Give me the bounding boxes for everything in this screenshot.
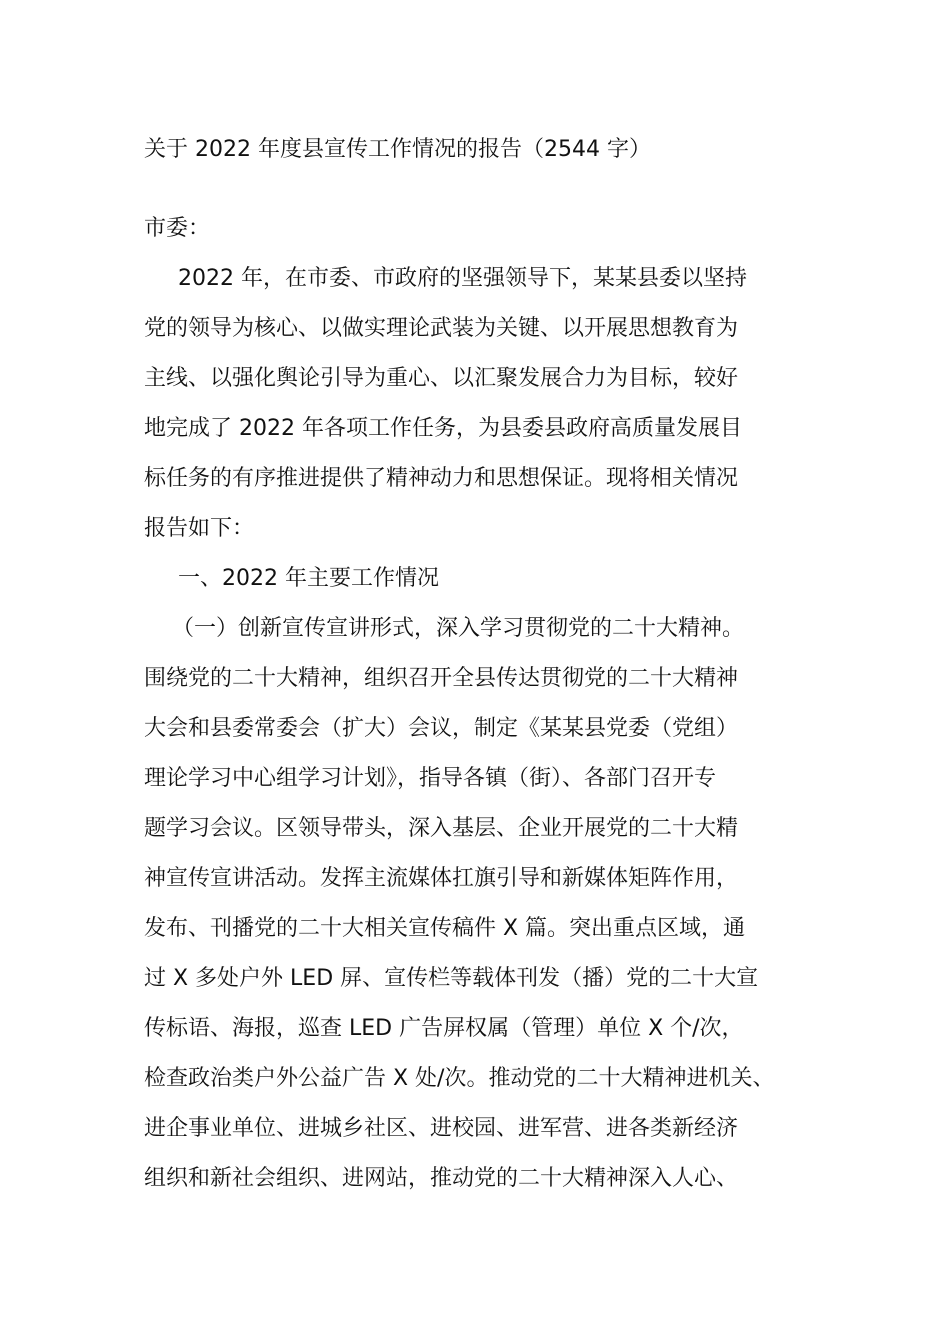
body-line: 题学习会议。区领导带头，深入基层、企业开展党的二十大精: [144, 816, 739, 841]
body-line: 组织和新社会组织、进网站，推动党的二十大精神深入人心、: [144, 1166, 739, 1191]
body-line: 大会和县委常委会（扩大）会议，制定《某某县党委（党组）: [144, 716, 739, 741]
document-title: 关于 2022 年度县宣传工作情况的报告（2544 字）: [144, 137, 651, 162]
body-line: 传标语、海报，巡查 LED 广告屏权属（管理）单位 X 个/次，: [144, 1016, 744, 1041]
body-line: 2022 年，在市委、市政府的坚强领导下，某某县委以坚持: [178, 266, 747, 291]
body-line: 进企事业单位、进城乡社区、进校园、进军营、进各类新经济: [144, 1116, 739, 1141]
body-line: 理论学习中心组学习计划》，指导各镇（街）、各部门召开专: [144, 766, 717, 791]
body-line: 党的领导为核心、以做实理论武装为关键、以开展思想教育为: [144, 316, 739, 341]
section-heading: 一、2022 年主要工作情况: [178, 566, 439, 591]
body-line: 主线、以强化舆论引导为重心、以汇聚发展合力为目标，较好: [144, 366, 739, 391]
body-line: 标任务的有序推进提供了精神动力和思想保证。现将相关情况: [144, 466, 739, 491]
body-line: 围绕党的二十大精神，组织召开全县传达贯彻党的二十大精神: [144, 666, 739, 691]
salutation: 市委：: [144, 216, 211, 241]
body-line: 神宣传宣讲活动。发挥主流媒体扛旗引导和新媒体矩阵作用，: [144, 866, 739, 891]
body-line: 报告如下：: [144, 516, 255, 541]
document-body: [144, 204, 824, 1204]
body-line: 发布、刊播党的二十大相关宣传稿件 X 篇。突出重点区域，通: [144, 916, 746, 941]
body-line: 地完成了 2022 年各项工作任务，为县委县政府高质量发展目: [144, 416, 742, 441]
body-line: 过 X 多处户外 LED 屏、宣传栏等载体刊发（播）党的二十大宣: [144, 966, 759, 991]
body-line: 检查政治类户外公益广告 X 处/次。推动党的二十大精神进机关、: [144, 1066, 775, 1091]
subsection-heading: （一）创新宣传宣讲形式，深入学习贯彻党的二十大精神。: [172, 616, 745, 641]
